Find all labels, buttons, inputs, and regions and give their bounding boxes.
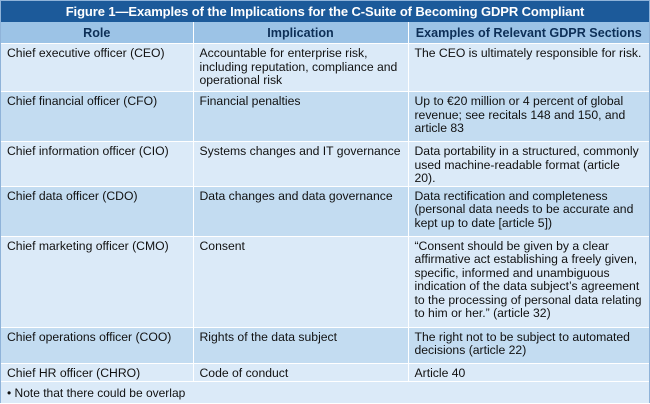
example-cell: Data portability in a structured, commonly used machine-readable format (article 20). (408, 142, 649, 187)
table-row (1, 186, 649, 236)
role-cell: Chief operations officer (COO) (1, 327, 193, 363)
gdpr-implications-table (1, 22, 649, 387)
implication-cell: Consent (193, 236, 408, 327)
role-cell: Chief data officer (CDO) (1, 186, 193, 236)
role-cell: Chief marketing officer (CMO) (1, 236, 193, 327)
implication-cell: Systems changes and IT governance (193, 142, 408, 187)
example-cell: “Consent should be given by a clear affirmative act establishing a freely given, specific, informed and unambiguous indication of the data subject’s agreement to the processing of personal data relating to him or her.” (article 32) (408, 236, 649, 327)
role-cell: Chief HR officer (CHRO) (1, 363, 193, 387)
table-row (1, 142, 649, 187)
table-row (1, 44, 649, 92)
example-cell: The right not to be subject to automated decisions (article 22) (408, 327, 649, 363)
column-header-implication: Implication (193, 22, 408, 44)
example-cell: Article 40 (408, 363, 649, 387)
role-cell: Chief information officer (CIO) (1, 142, 193, 187)
implication-cell: Accountable for enterprise risk, including reputation, compliance and operational risk (193, 44, 408, 92)
implication-cell: Code of conduct (193, 363, 408, 387)
role-cell: Chief financial officer (CFO) (1, 92, 193, 142)
implication-cell: Data changes and data governance (193, 186, 408, 236)
table-row (1, 236, 649, 327)
table-row (1, 92, 649, 142)
column-header-examples: Examples of Relevant GDPR Sections (408, 22, 649, 44)
figure-title: Figure 1—Examples of the Implications for the C-Suite of Becoming GDPR Compliant (1, 1, 649, 22)
example-cell: Up to €20 million or 4 percent of global revenue; see recitals 148 and 150, and article 83 (408, 92, 649, 142)
example-cell: The CEO is ultimately responsible for risk. (408, 44, 649, 92)
role-cell: Chief executive officer (CEO) (1, 44, 193, 92)
column-header-role: Role (1, 22, 193, 44)
implication-cell: Financial penalties (193, 92, 408, 142)
example-cell: Data rectification and completeness (personal data needs to be accurate and kept up to date [article 5]) (408, 186, 649, 236)
header-row (1, 22, 649, 44)
footnote: • Note that there could be overlap (1, 381, 649, 403)
table-row (1, 327, 649, 363)
implication-cell: Rights of the data subject (193, 327, 408, 363)
